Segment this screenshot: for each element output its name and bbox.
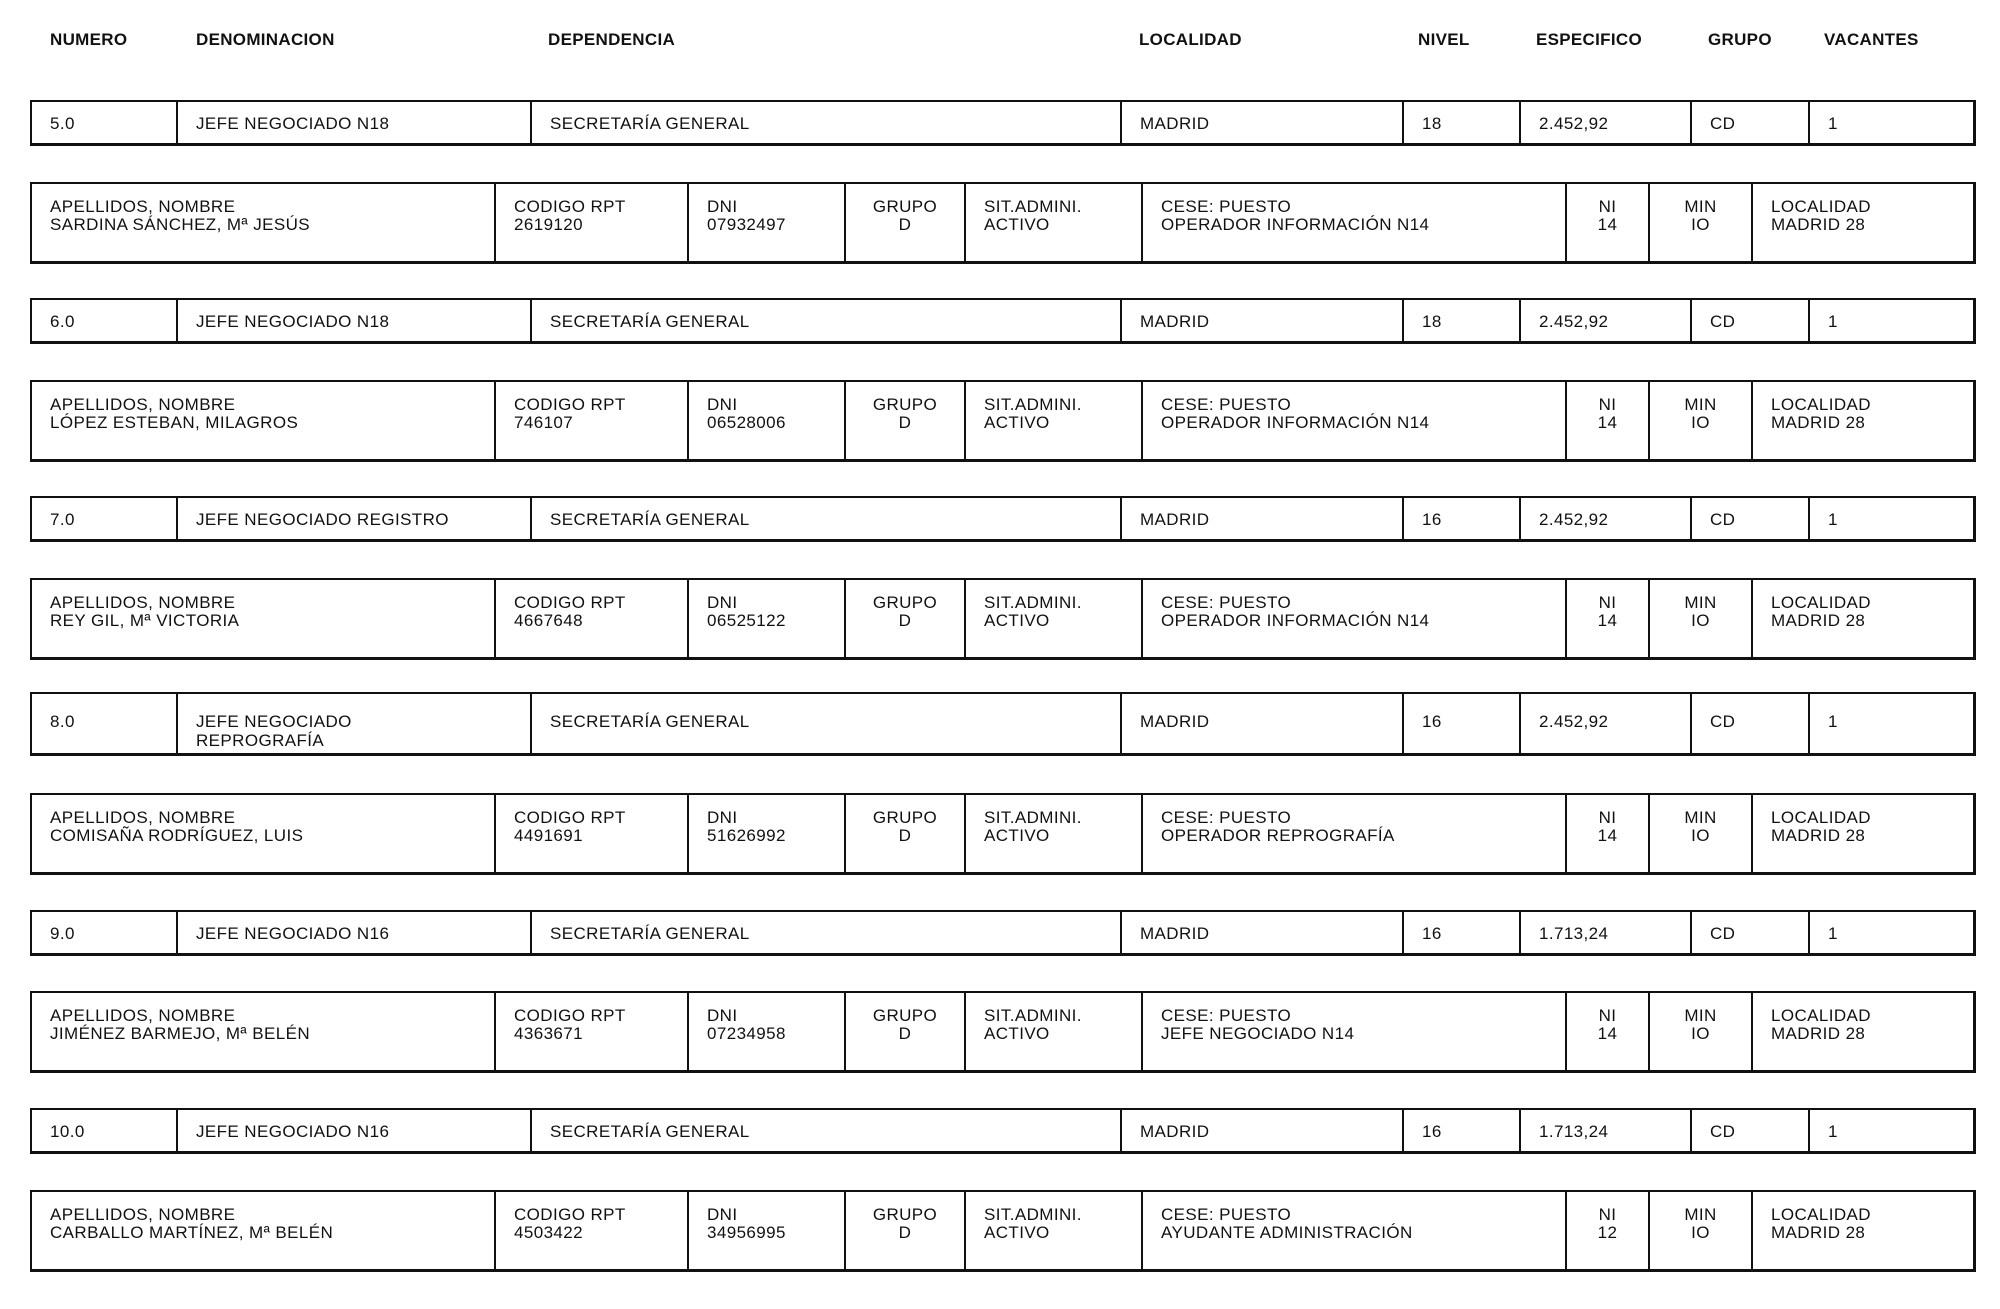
person-ni-value: 14 bbox=[1597, 413, 1618, 432]
person-nombre: JIMÉNEZ BARMEJO, Mª BELÉN bbox=[50, 1024, 310, 1043]
position-numero: 7.0 bbox=[32, 498, 178, 539]
position-vacantes: 1 bbox=[1828, 1122, 1838, 1141]
person-codigo-rpt bbox=[496, 580, 689, 657]
person-codigo: 4667648 bbox=[514, 611, 583, 630]
person-apellidos-nombre bbox=[32, 580, 496, 657]
header-grupo: GRUPO bbox=[1708, 30, 1772, 49]
label-cese: CESE: PUESTO bbox=[1161, 1006, 1292, 1025]
person-dni bbox=[689, 795, 846, 872]
person-cese-puesto bbox=[1143, 993, 1567, 1070]
person-min bbox=[1650, 993, 1753, 1070]
label-dni: DNI bbox=[707, 593, 738, 612]
person-cese-value: OPERADOR INFORMACIÓN N14 bbox=[1161, 215, 1430, 234]
label-ni: NI bbox=[1598, 593, 1617, 612]
person-grupo bbox=[846, 795, 966, 872]
person-apellidos-nombre bbox=[32, 795, 496, 872]
person-ni bbox=[1567, 184, 1650, 261]
person-nombre: SARDINA SÁNCHEZ, Mª JESÚS bbox=[50, 215, 311, 234]
position-localidad: MADRID bbox=[1122, 102, 1404, 143]
label-localidad: LOCALIDAD bbox=[1771, 1205, 1871, 1224]
position-vacantes: 1 bbox=[1828, 712, 1838, 731]
person-localidad bbox=[1753, 382, 1973, 459]
position-dependencia: SECRETARÍA GENERAL bbox=[532, 912, 1122, 953]
person-min-value: IO bbox=[1691, 611, 1710, 630]
position-row bbox=[30, 692, 1976, 756]
position-especifico: 2.452,92 bbox=[1521, 694, 1692, 753]
label-grupo: GRUPO bbox=[872, 1205, 938, 1224]
label-localidad: LOCALIDAD bbox=[1771, 1006, 1871, 1025]
person-min-value: IO bbox=[1691, 215, 1710, 234]
person-min bbox=[1650, 382, 1753, 459]
label-codigo: CODIGO RPT bbox=[514, 1006, 626, 1025]
person-row bbox=[30, 182, 1976, 264]
person-min-value: IO bbox=[1691, 1024, 1710, 1043]
header-vacantes: VACANTES bbox=[1824, 30, 1919, 49]
position-row bbox=[30, 910, 1976, 956]
header-localidad: LOCALIDAD bbox=[1139, 30, 1242, 49]
person-cese-puesto bbox=[1143, 580, 1567, 657]
person-grupo bbox=[846, 382, 966, 459]
label-localidad: LOCALIDAD bbox=[1771, 808, 1871, 827]
label-apellidos: APELLIDOS, NOMBRE bbox=[50, 197, 236, 216]
person-min bbox=[1650, 580, 1753, 657]
person-sit-admini bbox=[966, 382, 1143, 459]
person-ni bbox=[1567, 580, 1650, 657]
label-grupo: GRUPO bbox=[872, 1006, 938, 1025]
label-min: MIN bbox=[1684, 395, 1717, 414]
label-sit: SIT.ADMINI. bbox=[984, 1205, 1082, 1224]
person-min bbox=[1650, 795, 1753, 872]
position-numero: 5.0 bbox=[32, 102, 178, 143]
person-sit-value: ACTIVO bbox=[984, 215, 1050, 234]
label-grupo: GRUPO bbox=[872, 197, 938, 216]
label-codigo: CODIGO RPT bbox=[514, 1205, 626, 1224]
person-dni bbox=[689, 1192, 846, 1269]
person-codigo: 4491691 bbox=[514, 826, 583, 845]
label-ni: NI bbox=[1598, 808, 1617, 827]
person-min-value: IO bbox=[1691, 413, 1710, 432]
label-dni: DNI bbox=[707, 1006, 738, 1025]
label-ni: NI bbox=[1598, 1006, 1617, 1025]
person-sit-admini bbox=[966, 184, 1143, 261]
position-grupo: CD bbox=[1692, 498, 1810, 539]
position-nivel: 18 bbox=[1404, 102, 1521, 143]
person-row bbox=[30, 1190, 1976, 1272]
person-cese-value: OPERADOR REPROGRAFÍA bbox=[1161, 826, 1395, 845]
label-dni: DNI bbox=[707, 197, 738, 216]
label-localidad: LOCALIDAD bbox=[1771, 197, 1871, 216]
label-cese: CESE: PUESTO bbox=[1161, 395, 1292, 414]
person-dni-value: 34956995 bbox=[707, 1223, 786, 1242]
person-ni bbox=[1567, 993, 1650, 1070]
person-grupo-value: D bbox=[898, 1223, 912, 1242]
person-grupo-value: D bbox=[898, 215, 912, 234]
position-row bbox=[30, 1108, 1976, 1154]
position-grupo: CD bbox=[1692, 694, 1810, 753]
position-nivel: 18 bbox=[1404, 300, 1521, 341]
label-cese: CESE: PUESTO bbox=[1161, 1205, 1292, 1224]
header-numero: NUMERO bbox=[50, 30, 128, 49]
position-row bbox=[30, 100, 1976, 146]
person-nombre: CARBALLO MARTÍNEZ, Mª BELÉN bbox=[50, 1223, 334, 1242]
person-min-value: IO bbox=[1691, 1223, 1710, 1242]
position-numero: 6.0 bbox=[32, 300, 178, 341]
person-grupo bbox=[846, 993, 966, 1070]
label-apellidos: APELLIDOS, NOMBRE bbox=[50, 808, 236, 827]
person-nombre: LÓPEZ ESTEBAN, MILAGROS bbox=[50, 413, 299, 432]
person-apellidos-nombre bbox=[32, 184, 496, 261]
position-vacantes: 1 bbox=[1828, 924, 1838, 943]
position-denominacion-line1: JEFE NEGOCIADO N18 bbox=[196, 312, 390, 331]
position-denominacion bbox=[178, 102, 532, 143]
label-grupo: GRUPO bbox=[872, 395, 938, 414]
position-dependencia: SECRETARÍA GENERAL bbox=[532, 1110, 1122, 1151]
label-dni: DNI bbox=[707, 808, 738, 827]
person-min bbox=[1650, 184, 1753, 261]
header-denominacion: DENOMINACION bbox=[196, 30, 335, 49]
header-dependencia: DEPENDENCIA bbox=[548, 30, 676, 49]
position-numero: 8.0 bbox=[32, 694, 178, 753]
person-dni bbox=[689, 993, 846, 1070]
label-apellidos: APELLIDOS, NOMBRE bbox=[50, 1205, 236, 1224]
position-grupo: CD bbox=[1692, 1110, 1810, 1151]
person-grupo-value: D bbox=[898, 1024, 912, 1043]
position-row bbox=[30, 298, 1976, 344]
label-min: MIN bbox=[1684, 197, 1717, 216]
person-apellidos-nombre bbox=[32, 993, 496, 1070]
person-cese-value: AYUDANTE ADMINISTRACIÓN bbox=[1161, 1223, 1413, 1242]
label-cese: CESE: PUESTO bbox=[1161, 808, 1292, 827]
person-ni-value: 14 bbox=[1597, 611, 1618, 630]
position-denominacion-line2: REPROGRAFÍA bbox=[196, 731, 325, 750]
person-localidad-value: MADRID 28 bbox=[1771, 1024, 1866, 1043]
person-grupo-value: D bbox=[898, 826, 912, 845]
person-dni-value: 51626992 bbox=[707, 826, 786, 845]
person-dni-value: 06528006 bbox=[707, 413, 786, 432]
person-sit-admini bbox=[966, 993, 1143, 1070]
label-grupo: GRUPO bbox=[872, 808, 938, 827]
person-grupo bbox=[846, 184, 966, 261]
person-dni bbox=[689, 580, 846, 657]
label-min: MIN bbox=[1684, 593, 1717, 612]
position-vacantes: 1 bbox=[1828, 114, 1838, 133]
label-apellidos: APELLIDOS, NOMBRE bbox=[50, 395, 236, 414]
label-dni: DNI bbox=[707, 395, 738, 414]
label-codigo: CODIGO RPT bbox=[514, 395, 626, 414]
person-ni-value: 14 bbox=[1597, 215, 1618, 234]
label-ni: NI bbox=[1598, 395, 1617, 414]
person-apellidos-nombre bbox=[32, 1192, 496, 1269]
person-grupo-value: D bbox=[898, 611, 912, 630]
position-dependencia: SECRETARÍA GENERAL bbox=[532, 102, 1122, 143]
person-codigo-rpt bbox=[496, 993, 689, 1070]
person-cese-value: OPERADOR INFORMACIÓN N14 bbox=[1161, 611, 1430, 630]
person-localidad bbox=[1753, 184, 1973, 261]
label-codigo: CODIGO RPT bbox=[514, 197, 626, 216]
label-ni: NI bbox=[1598, 1205, 1617, 1224]
position-vacantes: 1 bbox=[1828, 510, 1838, 529]
person-row bbox=[30, 991, 1976, 1073]
position-dependencia: SECRETARÍA GENERAL bbox=[532, 300, 1122, 341]
person-apellidos-nombre bbox=[32, 382, 496, 459]
person-ni bbox=[1567, 1192, 1650, 1269]
person-sit-value: ACTIVO bbox=[984, 826, 1050, 845]
person-ni bbox=[1567, 382, 1650, 459]
person-min-value: IO bbox=[1691, 826, 1710, 845]
person-sit-admini bbox=[966, 580, 1143, 657]
position-denominacion bbox=[178, 1110, 532, 1151]
label-localidad: LOCALIDAD bbox=[1771, 395, 1871, 414]
position-denominacion-line1: JEFE NEGOCIADO N16 bbox=[196, 924, 390, 943]
person-nombre: REY GIL, Mª VICTORIA bbox=[50, 611, 240, 630]
person-sit-value: ACTIVO bbox=[984, 1223, 1050, 1242]
person-dni-value: 07234958 bbox=[707, 1024, 786, 1043]
person-codigo-rpt bbox=[496, 184, 689, 261]
label-sit: SIT.ADMINI. bbox=[984, 593, 1082, 612]
position-nivel: 16 bbox=[1404, 498, 1521, 539]
position-dependencia: SECRETARÍA GENERAL bbox=[532, 498, 1122, 539]
person-cese-puesto bbox=[1143, 382, 1567, 459]
label-sit: SIT.ADMINI. bbox=[984, 808, 1082, 827]
person-dni-value: 06525122 bbox=[707, 611, 786, 630]
person-dni-value: 07932497 bbox=[707, 215, 786, 234]
person-row bbox=[30, 578, 1976, 660]
position-localidad: MADRID bbox=[1122, 1110, 1404, 1151]
label-grupo: GRUPO bbox=[872, 593, 938, 612]
position-denominacion bbox=[178, 912, 532, 953]
position-localidad: MADRID bbox=[1122, 912, 1404, 953]
label-dni: DNI bbox=[707, 1205, 738, 1224]
person-row bbox=[30, 380, 1976, 462]
label-codigo: CODIGO RPT bbox=[514, 808, 626, 827]
person-cese-value: OPERADOR INFORMACIÓN N14 bbox=[1161, 413, 1430, 432]
position-localidad: MADRID bbox=[1122, 300, 1404, 341]
person-cese-puesto bbox=[1143, 184, 1567, 261]
person-grupo bbox=[846, 580, 966, 657]
position-especifico: 2.452,92 bbox=[1521, 498, 1692, 539]
person-sit-value: ACTIVO bbox=[984, 1024, 1050, 1043]
header-especifico: ESPECIFICO bbox=[1536, 30, 1642, 49]
position-numero: 10.0 bbox=[32, 1110, 178, 1151]
label-sit: SIT.ADMINI. bbox=[984, 395, 1082, 414]
person-dni bbox=[689, 382, 846, 459]
label-cese: CESE: PUESTO bbox=[1161, 593, 1292, 612]
position-denominacion bbox=[178, 498, 532, 539]
label-min: MIN bbox=[1684, 1205, 1717, 1224]
person-sit-admini bbox=[966, 795, 1143, 872]
person-cese-puesto bbox=[1143, 795, 1567, 872]
person-cese-value: JEFE NEGOCIADO N14 bbox=[1161, 1024, 1355, 1043]
position-grupo: CD bbox=[1692, 300, 1810, 341]
person-codigo-rpt bbox=[496, 795, 689, 872]
position-localidad: MADRID bbox=[1122, 498, 1404, 539]
column-header bbox=[0, 30, 2000, 54]
person-localidad-value: MADRID 28 bbox=[1771, 611, 1866, 630]
person-localidad-value: MADRID 28 bbox=[1771, 413, 1866, 432]
position-especifico: 1.713,24 bbox=[1521, 1110, 1692, 1151]
person-ni-value: 14 bbox=[1597, 826, 1618, 845]
person-codigo-rpt bbox=[496, 382, 689, 459]
person-min bbox=[1650, 1192, 1753, 1269]
person-row bbox=[30, 793, 1976, 875]
position-dependencia: SECRETARÍA GENERAL bbox=[532, 694, 1122, 753]
label-cese: CESE: PUESTO bbox=[1161, 197, 1292, 216]
position-nivel: 16 bbox=[1404, 694, 1521, 753]
person-grupo-value: D bbox=[898, 413, 912, 432]
person-ni-value: 14 bbox=[1597, 1024, 1618, 1043]
label-codigo: CODIGO RPT bbox=[514, 593, 626, 612]
position-denominacion-line1: JEFE NEGOCIADO N18 bbox=[196, 114, 390, 133]
label-min: MIN bbox=[1684, 1006, 1717, 1025]
person-ni-value: 12 bbox=[1597, 1223, 1618, 1242]
position-denominacion bbox=[178, 694, 532, 753]
person-cese-puesto bbox=[1143, 1192, 1567, 1269]
label-apellidos: APELLIDOS, NOMBRE bbox=[50, 593, 236, 612]
person-localidad bbox=[1753, 993, 1973, 1070]
person-codigo: 2619120 bbox=[514, 215, 583, 234]
position-denominacion-line1: JEFE NEGOCIADO bbox=[196, 712, 352, 731]
person-grupo bbox=[846, 1192, 966, 1269]
person-sit-admini bbox=[966, 1192, 1143, 1269]
person-codigo: 4503422 bbox=[514, 1223, 583, 1242]
person-sit-value: ACTIVO bbox=[984, 611, 1050, 630]
position-nivel: 16 bbox=[1404, 912, 1521, 953]
label-apellidos: APELLIDOS, NOMBRE bbox=[50, 1006, 236, 1025]
person-localidad-value: MADRID 28 bbox=[1771, 1223, 1866, 1242]
position-especifico: 1.713,24 bbox=[1521, 912, 1692, 953]
position-especifico: 2.452,92 bbox=[1521, 102, 1692, 143]
position-denominacion-line1: JEFE NEGOCIADO N16 bbox=[196, 1122, 390, 1141]
position-grupo: CD bbox=[1692, 912, 1810, 953]
label-localidad: LOCALIDAD bbox=[1771, 593, 1871, 612]
person-codigo: 746107 bbox=[514, 413, 574, 432]
label-min: MIN bbox=[1684, 808, 1717, 827]
header-nivel: NIVEL bbox=[1418, 30, 1470, 49]
position-row bbox=[30, 496, 1976, 542]
position-especifico: 2.452,92 bbox=[1521, 300, 1692, 341]
position-numero: 9.0 bbox=[32, 912, 178, 953]
person-localidad bbox=[1753, 580, 1973, 657]
position-localidad: MADRID bbox=[1122, 694, 1404, 753]
position-denominacion-line1: JEFE NEGOCIADO REGISTRO bbox=[196, 510, 449, 529]
position-vacantes: 1 bbox=[1828, 312, 1838, 331]
person-localidad-value: MADRID 28 bbox=[1771, 826, 1866, 845]
person-nombre: COMISAÑA RODRÍGUEZ, LUIS bbox=[50, 826, 304, 845]
person-sit-value: ACTIVO bbox=[984, 413, 1050, 432]
person-localidad bbox=[1753, 1192, 1973, 1269]
label-sit: SIT.ADMINI. bbox=[984, 1006, 1082, 1025]
person-dni bbox=[689, 184, 846, 261]
person-localidad bbox=[1753, 795, 1973, 872]
label-sit: SIT.ADMINI. bbox=[984, 197, 1082, 216]
person-localidad-value: MADRID 28 bbox=[1771, 215, 1866, 234]
position-nivel: 16 bbox=[1404, 1110, 1521, 1151]
label-ni: NI bbox=[1598, 197, 1617, 216]
position-denominacion bbox=[178, 300, 532, 341]
person-codigo: 4363671 bbox=[514, 1024, 583, 1043]
person-ni bbox=[1567, 795, 1650, 872]
person-codigo-rpt bbox=[496, 1192, 689, 1269]
position-grupo: CD bbox=[1692, 102, 1810, 143]
